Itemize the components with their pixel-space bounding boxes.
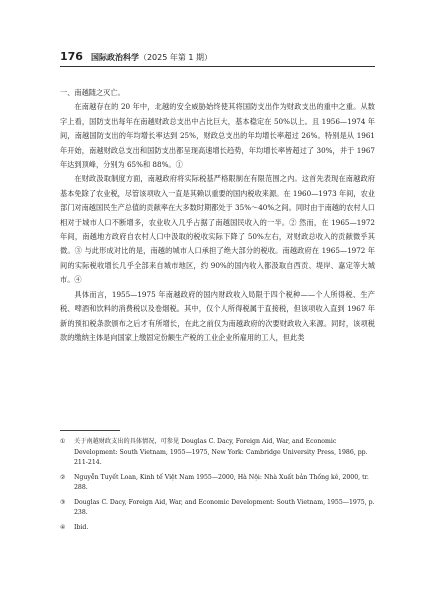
- body-text: [60, 86, 375, 345]
- paragraph-1: 在南越存在的 20 年中，北越的安全威胁始终使其将国防支出作为财政支出的重中之重。从数字上看，国防支出每年在南越财政总支出中占比巨大，基本稳定在 50%以上。且 1956—1974 年间，南越国防支出的年均增长率达到 25%，财政总支出的年均增长率超过 26%。特别是从 1961 年开始，南越财政总支出和国防支出都呈现高速增长趋势，年均增长率皆超过了 30%，并于 1967 年达到顶峰，分别为 65%和 88%。①: [60, 102, 375, 170]
- paragraph-3: 具体而言，1955—1975 年南越政府的国内财政收入局限于四个税种——个人所得税、生产税、啤酒和饮料的消费税以及卷烟税。其中，仅个人所得税属于直接税，但该项收入直到 1967 年新的预扣税条款颁布之后才有所增长，在此之前仅为南越政府的次要财政收入来源。同时，该项税款的缴纳主体是向国家上缴固定份额生产税的工业企业所雇用的工人，但此类: [60, 289, 375, 342]
- footnote-text: Douglas C. Dacy, Foreign Aid, War, and Economic Development: South Vietnam, 1955—1975, p. 238.: [74, 498, 375, 516]
- paragraph-2: 在财政汲取制度方面，南越政府将实际税基严格限制在有限范围之内。这首先表现在南越政府基本免除了农业税，尽管该项收入一直是其赖以重要的国内税收来源。在 1960—1973 年间，农业部门对南越国民生产总值的贡献率在大多数时期都处于 35%～40%之间。同时由于南越的农村人口相对于城市人口不断增多，农业收入几乎占据了南越国民收入的一半。② 然而，在 1965—1972 年间，南越地方政府自农村人口中汲取的税收实际下降了 50%左右，对财政总收入的贡献微乎其微。③ 与此形成对比的是，南越的城市人口承担了绝大部分的税收。南越政府在 1965—1972 年间的实际税收增长几乎全部来自城市地区，约 90%的国内收入都汲取自西贡、堤岸、嘉定等大城市。④: [60, 174, 375, 285]
- footnotes-section: [60, 430, 375, 537]
- section-heading: 一、南越随之灭亡。: [60, 88, 125, 97]
- page-number: 176: [60, 50, 83, 63]
- footnote-text: Ibid.: [74, 523, 89, 531]
- footnote-marker: ②: [60, 473, 66, 481]
- running-header: [60, 50, 375, 67]
- footnote-text: 关于南越财政支出的具体情况，可参见 Douglas C. Dacy, Foreign Aid, War, and Economic Development: South Vietnam, 1955—1975, New York: Cambridge University Press, 1986, pp. 211-214.: [74, 438, 368, 466]
- footnote-1: [60, 437, 375, 469]
- journal-title: [91, 52, 212, 63]
- footnote-text: Nguyễn Tuyết Loan, Kinh tế Việt Nam 1955—2000, Hà Nội: Nhà Xuất bản Thống kê, 2000, tr. 288.: [74, 473, 369, 491]
- footnote-3: [60, 498, 375, 519]
- footnote-2: [60, 473, 375, 494]
- footnote-marker: ④: [60, 523, 66, 531]
- footnote-4: [60, 523, 375, 534]
- journal-name: 国际政治科学: [90, 53, 139, 62]
- journal-issue: （2025 年第 1 期）: [138, 53, 213, 62]
- footnote-divider: [60, 430, 120, 431]
- footnote-marker: ③: [60, 498, 66, 506]
- footnote-marker: ①: [60, 438, 66, 445]
